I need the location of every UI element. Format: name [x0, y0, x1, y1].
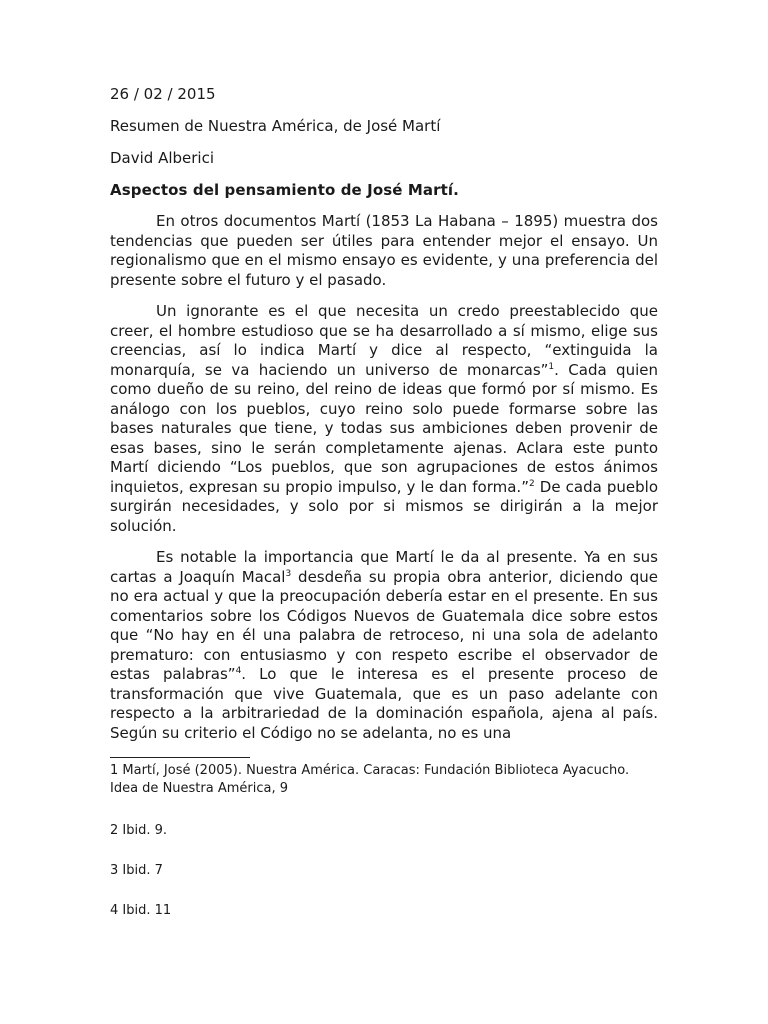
- footnote-3: 3 Ibid. 7: [110, 863, 163, 878]
- paragraph-2-text-b: . Cada quien como dueño de su reino, del reino de ideas que formó por sí mismo. Es análogo con los pueblos, cuyo reino solo puede formarse sobre las bases naturales que tiene, y todas sus ambiciones deben provenir de esas bases, sino le serán completamente ajenas. Aclara este punto Martí diciendo “Los pueblos, que son agrupaciones de estos ánimos inquietos, expresan su propio impulso, y le dan forma.”: [110, 360, 658, 496]
- paragraph-3: [110, 548, 658, 743]
- paragraph-1: En otros documentos Martí (1853 La Habana – 1895) muestra dos tendencias que pueden ser útiles para entender mejor el ensayo. Un regionalismo que en el mismo ensayo es evidente, y una preferencia del presente sobre el futuro y el pasado.: [110, 212, 658, 289]
- footnote-4: 4 Ibid. 11: [110, 903, 172, 918]
- footnote-ref-3: 3: [285, 568, 292, 579]
- paragraph-3-text-a: Es notable la importancia que Martí le da al presente. Ya en sus cartas a Joaquín Macal: [110, 548, 658, 586]
- document-page: [110, 84, 658, 920]
- footnote-2: 2 Ibid. 9.: [110, 823, 168, 838]
- footnote-separator: [110, 757, 250, 758]
- footnote-ref-2: 2: [528, 478, 535, 489]
- document-author: David Alberici: [110, 149, 215, 167]
- paragraph-2-text-c: De cada pueblo surgirán necesidades, y solo por si mismos se dirigirán a la mejor solución.: [110, 477, 659, 535]
- document-subtitle: Resumen de Nuestra América, de José Martí: [110, 117, 441, 135]
- paragraph-3-text-c: . Lo que le interesa es el presente proceso de transformación que vive Guatemala, que es un paso adelante con respecto a la arbitrariedad de la dominación española, ajena al país. Según su criterio el Código no se adelanta, no es una: [110, 665, 658, 742]
- paragraph-2-text-a: Un ignorante es el que necesita un credo preestablecido que creer, el hombre estudioso que se ha desarrollado a sí mismo, elige sus creencias, así lo indica Martí y dice al respecto, “extinguida la monarquía, se va haciendo un universo de monarcas”: [110, 302, 658, 379]
- paragraph-3-text-b: desdeña su propia obra anterior, diciendo que no era actual y que la preocupación debería estar en el presente. En sus comentarios sobre los Códigos Nuevos de Guatemala dice sobre estos que “No hay en él una palabra de retroceso, ni una sola de adelanto prematuro: con entusiasmo y con respeto escribe el observador de estas palabras”: [110, 567, 658, 683]
- footnote-ref-1: 1: [548, 361, 555, 372]
- document-date: 26 / 02 / 2015: [110, 85, 216, 103]
- paragraph-2: [110, 302, 658, 536]
- section-heading: Aspectos del pensamiento de José Martí.: [110, 181, 459, 199]
- footnote-ref-4: 4: [235, 666, 242, 676]
- footnote-1: 1 Martí, José (2005). Nuestra América. Caracas: Fundación Biblioteca Ayacucho. Idea de Nuestra América, 9: [110, 763, 630, 796]
